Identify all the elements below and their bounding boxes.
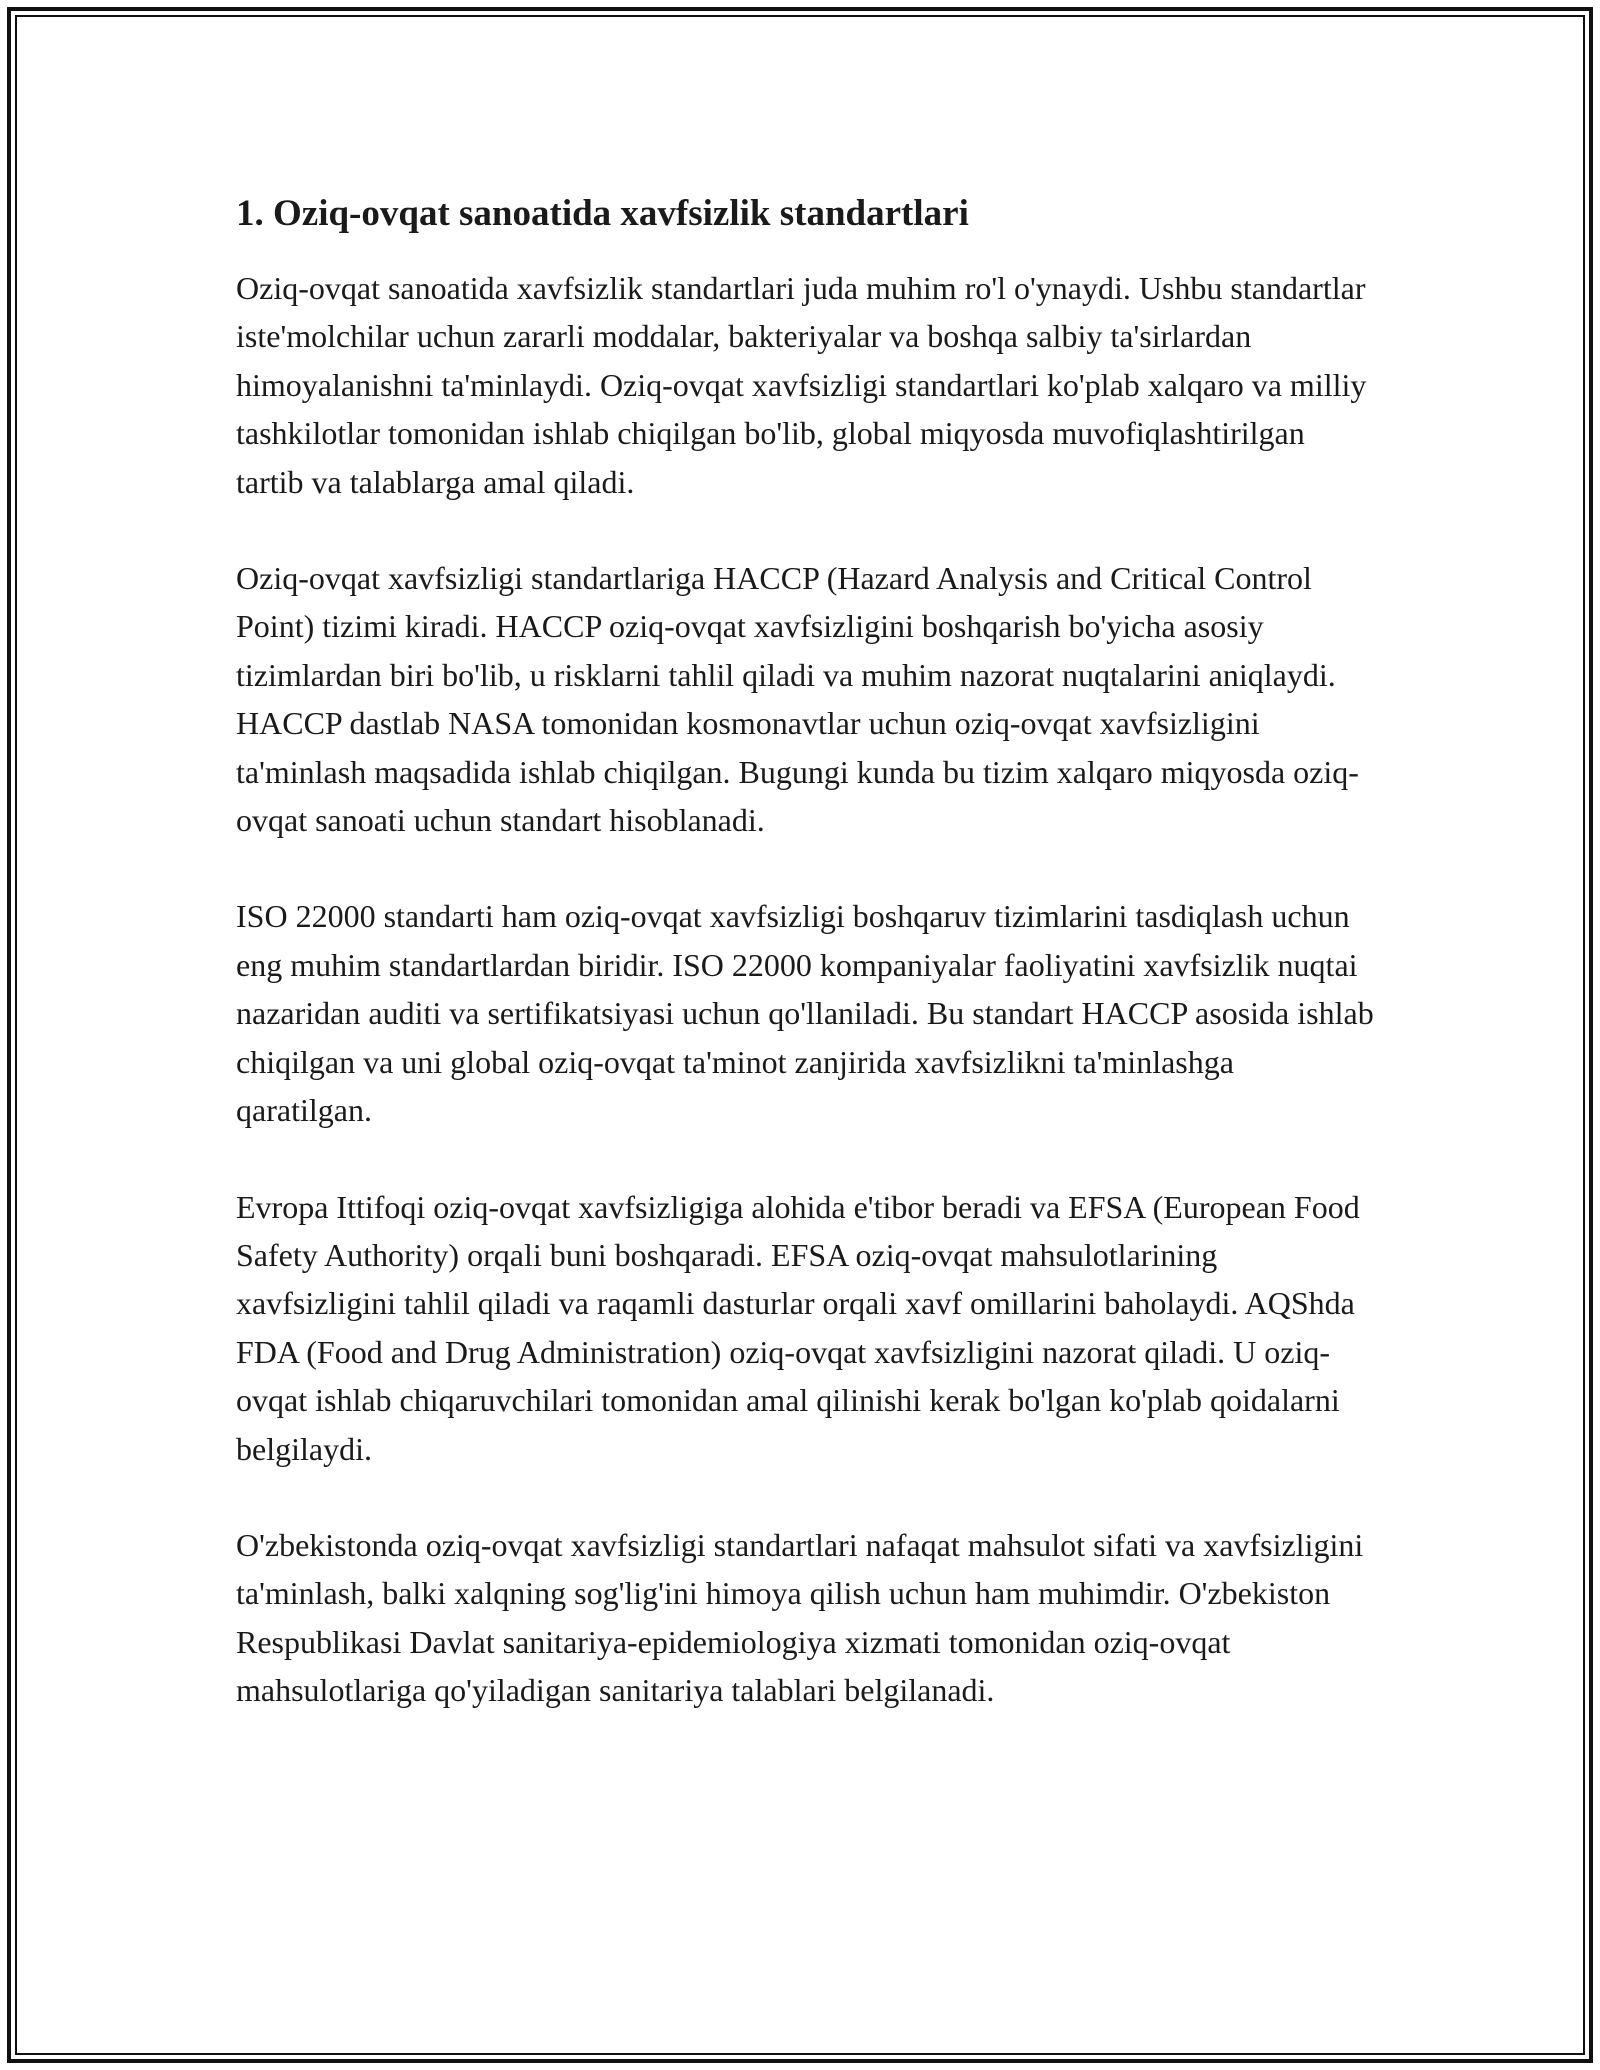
paragraph-intro: Oziq-ovqat sanoatida xavfsizlik standartlari juda muhim ro'l o'ynaydi. Ushbu standartlar iste'molchilar uchun zararli moddalar, bakteriyalar va boshqa salbiy ta'sirlardan himoyalanishni ta'minlaydi. Oziq-ovqat xavfsizligi standartlari ko'plab xalqaro va milliy tashkilotlar tomonidan ishlab chiqilgan bo'lib, global miqyosda muvofiqlashtirilgan tartib va talablarga amal qiladi. [236, 270, 1367, 500]
section-heading: 1. Oziq-ovqat sanoatida xavfsizlik standartlari [236, 193, 969, 234]
paragraph-iso-22000: ISO 22000 standarti ham oziq-ovqat xavfsizligi boshqaruv tizimlarini tasdiqlash uchun eng muhim standartlardan biridir. ISO 22000 kompaniyalar faoliyatini xavfsizlik nuqtai nazaridan auditi va sertifikatsiyasi uchun qo'llaniladi. Bu standart HACCP asosida ishlab chiqilgan va uni global oziq-ovqat ta'minot zanjirida xavfsizlikni ta'minlashga qaratilgan. [236, 898, 1374, 1129]
paragraph-uzbekistan: O'zbekistonda oziq-ovqat xavfsizligi standartlari nafaqat mahsulot sifati va xavfsizligini ta'minlash, balki xalqning sog'lig'ini himoya qilish uchun ham muhimdir. O'zbekiston Respublikasi Davlat sanitariya-epidemiologiya xizmati tomonidan oziq-ovqat mahsulotlariga qo'yiladigan sanitariya talablari belgilanadi. [236, 1526, 1364, 1709]
document-body [236, 188, 1376, 1763]
paragraph-haccp: Oziq-ovqat xavfsizligi standartlariga HACCP (Hazard Analysis and Critical Control Point) tizimi kiradi. HACCP oziq-ovqat xavfsizligini boshqarish bo'yicha asosiy tizimlardan biri bo'lib, u risklarni tahlil qiladi va muhim nazorat nuqtalarini aniqlaydi. HACCP dastlab NASA tomonidan kosmonavtlar uchun oziq-ovqat xavfsizligini ta'minlash maqsadida ishlab chiqilgan. Bugungi kunda bu tizim xalqaro miqyosda oziq-ovqat sanoati uchun standart hisoblanadi. [236, 560, 1359, 839]
paragraph-efsa-fda: Evropa Ittifoqi oziq-ovqat xavfsizligiga alohida e'tibor beradi va EFSA (European Food Safety Authority) orqali buni boshqaradi. EFSA oziq-ovqat mahsulotlarining xavfsizligini tahlil qiladi va raqamli dasturlar orqali xavf omillarini baholaydi. AQShda FDA (Food and Drug Administration) oziq-ovqat xavfsizligini nazorat qiladi. U oziq-ovqat ishlab chiqaruvchilari tomonidan amal qilinishi kerak bo'lgan ko'plab qoidalarni belgilaydi. [236, 1188, 1360, 1467]
